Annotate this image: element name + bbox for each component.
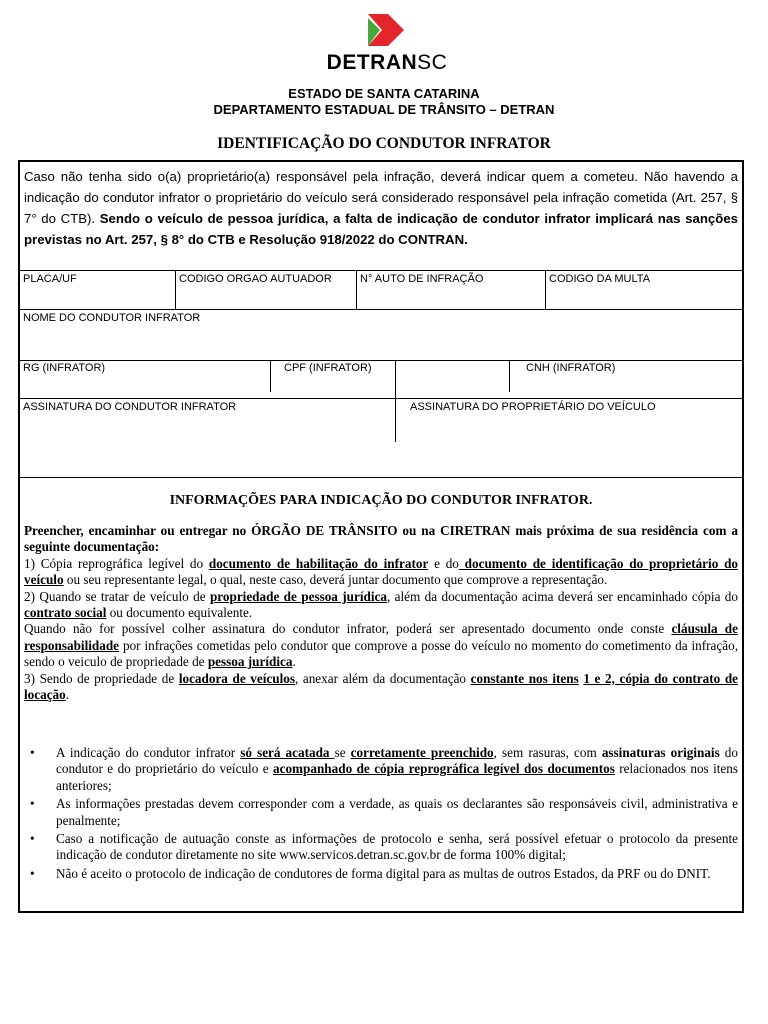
field-assinatura-condutor[interactable]: ASSINATURA DO CONDUTOR INFRATOR bbox=[23, 401, 237, 413]
info-intro: Preencher, encaminhar ou entregar no ÓRGÃO DE TRÂNSITO ou na CIRETRAN mais próxima de sua residência com a seguinte documentação: bbox=[24, 523, 738, 555]
bullet-item: • Caso a notificação de autuação conste as informações de protocolo e senha, será possível efetuar o protocolo da presente indicação de condutor diretamente no site www.servicos.detran.sc.gov.br de forma 100% digital; bbox=[30, 831, 738, 863]
info-item-responsabilidade: Quando não for possível colher assinatura do condutor infrator, poderá ser apresentado documento onde conste cláusula de responsabilidade por infrações cometidas pelo condutor que comprove a posse do veículo no momento do cometimento da infração, sendo o veiculo de propriedade de pessoa jurídica. bbox=[24, 621, 738, 670]
field-placa-uf[interactable]: PLACA/UF bbox=[23, 273, 77, 285]
field-assinatura-proprietario[interactable]: ASSINATURA DO PROPRIETÁRIO DO VEÍCULO bbox=[410, 401, 656, 413]
bullet-item: • As informações prestadas devem corresponder com a verdade, as quais os declarantes são responsáveis civil, administrativa e penalmente; bbox=[30, 796, 738, 828]
info-body bbox=[24, 523, 738, 703]
bullet-item: • A indicação do condutor infrator só será acatada se corretamente preenchido, sem rasuras, com assinaturas originais do condutor e do proprietário do veículo e acompanhado de cópia reprográfica legível dos documentos relacionados nos itens anteriores; bbox=[30, 745, 739, 793]
field-nome-condutor[interactable]: NOME DO CONDUTOR INFRATOR bbox=[23, 312, 201, 324]
department-name: DEPARTAMENTO ESTADUAL DE TRÂNSITO – DETRAN bbox=[213, 102, 555, 117]
field-cpf[interactable]: CPF (INFRATOR) bbox=[284, 362, 372, 374]
logo-wordmark: DETRANSC bbox=[326, 51, 448, 74]
field-auto-infracao[interactable]: N° AUTO DE INFRAÇÃO bbox=[360, 273, 484, 285]
form-title: IDENTIFICAÇÃO DO CONDUTOR INFRATOR bbox=[217, 135, 551, 152]
bullet-list bbox=[28, 745, 738, 884]
field-rg[interactable]: RG (INFRATOR) bbox=[23, 362, 106, 374]
intro-text: Caso não tenha sido o(a) proprietário(a) responsável pela infração, deverá indicar quem a cometeu. Não havendo a indicação do condutor infrator o proprietário do veículo será considerado responsável pela infração cometida (Art. 257, § 7° do CTB). Sendo o veículo de pessoa jurídica, a falta de indicação de condutor infrator implicará nas sanções previstas no Art. 257, § 8° do CTB e Resolução 918/2022 do CONTRAN. bbox=[24, 169, 738, 247]
info-item-2: 2) Quando se tratar de veículo de propriedade de pessoa jurídica, além da documentação acima deverá ser encaminhado cópia do contrato social ou documento equivalente. bbox=[24, 588, 738, 621]
field-cnh[interactable]: CNH (INFRATOR) bbox=[526, 362, 616, 374]
field-codigo-multa[interactable]: CODIGO DA MULTA bbox=[549, 273, 651, 285]
detran-logo-icon bbox=[362, 14, 412, 50]
state-name: ESTADO DE SANTA CATARINA bbox=[288, 86, 480, 101]
field-orgao-autuador[interactable]: CODIGO ORGAO AUTUADOR bbox=[179, 273, 332, 285]
bullet-item: • Não é aceito o protocolo de indicação de condutores de forma digital para as multas de outros Estados, da PRF ou do DNIT. bbox=[30, 865, 711, 881]
info-item-1: 1) Cópia reprográfica legível do documento de habilitação do infrator e do documento de identificação do proprietário do veículo ou seu representante legal, o qual, neste caso, deverá juntar documento que comprove a representação. bbox=[24, 555, 738, 588]
info-title: INFORMAÇÕES PARA INDICAÇÃO DO CONDUTOR INFRATOR. bbox=[169, 493, 593, 508]
info-item-3: 3) Sendo de propriedade de locadora de veículos, anexar além da documentação constante nos itens 1 e 2, cópia do contrato de locação. bbox=[24, 670, 739, 703]
bullet-icon: • bbox=[30, 745, 35, 760]
detran-logo bbox=[312, 14, 462, 74]
form-box bbox=[18, 160, 744, 913]
bullet-icon: • bbox=[30, 865, 35, 881]
bullet-icon: • bbox=[30, 831, 35, 847]
bullet-icon: • bbox=[30, 796, 35, 812]
